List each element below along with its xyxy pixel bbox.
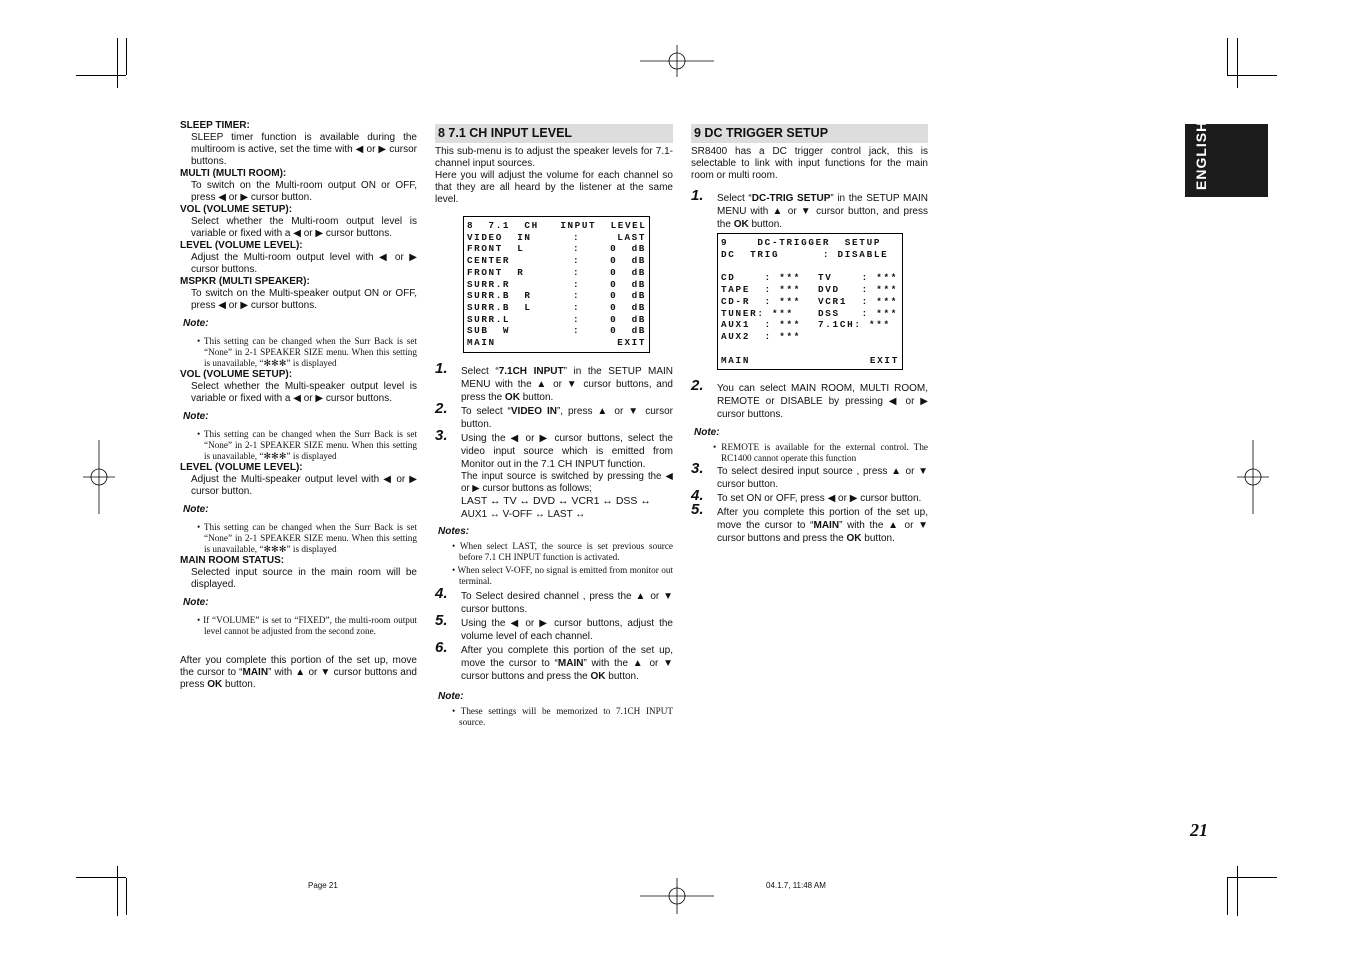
menu-main[interactable]: MAIN	[467, 337, 496, 349]
menu-row-colon: :	[573, 325, 581, 337]
step-number: 5.	[691, 501, 704, 519]
step-text: Using the ◀ or ▶ cursor buttons, adjust the volume level of each channel.	[461, 617, 673, 642]
menu-row[interactable]	[467, 290, 646, 302]
menu-row-value: 0 dB	[610, 243, 646, 255]
crop-mark	[76, 877, 126, 878]
step-number: 5.	[435, 611, 448, 629]
step-number: 4.	[691, 487, 704, 505]
registration-mark-bottom	[640, 878, 714, 914]
step-number: 6.	[435, 638, 448, 656]
section-title: 9 DC TRIGGER SETUP	[691, 124, 928, 143]
menu-spacer	[721, 343, 899, 355]
sequence-2: AUX1 ↔ V-OFF ↔ LAST ↔	[461, 508, 586, 520]
note-text: • These settings will be memorized to 7.1CH INPUT source.	[452, 705, 673, 727]
step-text: Select “7.1CH INPUT” in the SETUP MAIN MENU with the ▲ or ▼ cursor buttons, and press the OK button.	[461, 365, 673, 403]
crop-mark	[126, 878, 127, 915]
left-blocks	[180, 120, 417, 637]
menu-row[interactable]	[467, 232, 646, 244]
menu-row[interactable]	[721, 272, 899, 284]
note-text: • REMOTE is available for the external control. The RC1400 cannot operate this function	[713, 442, 928, 464]
step-number: 2.	[435, 399, 448, 417]
step-item	[435, 426, 673, 471]
note-label: Note:	[183, 318, 209, 329]
menu-row-colon: :	[573, 301, 581, 313]
setting-heading: MULTI (MULTI ROOM):	[180, 168, 287, 179]
menu-row[interactable]	[721, 319, 899, 331]
switch-text: The input source is switched by pressing the ◀ or ▶ cursor buttons as follows;	[461, 470, 673, 494]
menu-row-label: FRONT R	[467, 266, 525, 278]
intro-2: Here you will adjust the volume for each channel so that they are all heard by the listener at the same level.	[435, 170, 673, 205]
menu-exit[interactable]: EXIT	[617, 337, 646, 349]
menu-row-value: LAST	[617, 231, 646, 243]
crop-mark	[126, 38, 127, 75]
step-item	[691, 487, 928, 505]
menu-spacer	[721, 260, 899, 272]
step-text: To select desired input source , press ▲ or ▼ cursor button.	[717, 466, 928, 491]
step-number: 3.	[435, 426, 448, 444]
step-text: Select “DC-TRIG SETUP” in the SETUP MAIN MENU with ▲ or ▼ cursor button, and press the OK button.	[717, 193, 929, 230]
menu-row-left: CD-R : ***	[721, 295, 802, 307]
section-7-1ch-input-level	[435, 124, 673, 728]
menu-row[interactable]	[467, 314, 646, 326]
menu-row[interactable]	[721, 284, 899, 296]
notes-list	[435, 541, 673, 587]
step-item	[435, 584, 673, 616]
note-item: • When select V-OFF, no signal is emitted from monitor out terminal.	[452, 564, 673, 586]
step-item	[691, 460, 928, 491]
note-text: • This setting can be changed when the Surr Back is set “None” in 2-1 SPEAKER SIZE menu. When this setting is unavailable, “✻✻✻” is displayed	[197, 336, 417, 368]
step-text: To set ON or OFF, press ◀ or ▶ cursor button.	[717, 493, 922, 505]
menu-row-colon: :	[573, 266, 581, 278]
crop-mark	[1237, 866, 1238, 916]
menu-row-value: 0 dB	[610, 266, 646, 278]
step-text: Using the ◀ or ▶ cursor buttons, select the video input source which is emitted from Monitor out in the 7.1 CH INPUT function.	[461, 432, 673, 470]
menu-row-right: TV : ***	[818, 272, 899, 284]
setting-heading: VOL (VOLUME SETUP):	[180, 369, 293, 380]
menu-dc-trig: DC TRIG : DISABLE	[721, 248, 889, 260]
crop-mark	[117, 38, 118, 88]
step-text: To Select desired channel , press the ▲ or ▼ cursor buttons.	[461, 590, 673, 615]
menu-footer	[721, 355, 899, 367]
steps-4-6	[435, 584, 673, 683]
step-item	[435, 638, 673, 683]
menu-row[interactable]	[467, 325, 646, 337]
setting-heading: MAIN ROOM STATUS:	[180, 555, 285, 566]
menu-row-left: CD : ***	[721, 272, 802, 284]
note-label: Note:	[438, 690, 464, 702]
crop-mark	[1237, 38, 1238, 88]
menu-row-colon: :	[573, 243, 581, 255]
setting-description: Adjust the Multi-room output level with ◀ or ▶ cursor buttons.	[191, 252, 417, 275]
crop-mark	[1227, 38, 1228, 75]
menu-footer	[467, 337, 646, 349]
left-column	[180, 120, 417, 691]
note-item: • When select LAST, the source is set previous source before 7.1 CH INPUT function is activated.	[452, 540, 673, 562]
step-text: You can select MAIN ROOM, MULTI ROOM, REMOTE or DISABLE by pressing ◀ or ▶ cursor buttons.	[717, 383, 928, 421]
registration-mark-right	[1237, 440, 1269, 514]
menu-row-label: SURR.B L	[467, 301, 532, 313]
notes-label: Notes:	[438, 525, 470, 537]
menu-row-label: SUB W	[467, 325, 511, 337]
menu-row-colon: :	[573, 255, 581, 267]
step-2	[691, 377, 928, 421]
menu-row[interactable]	[467, 267, 646, 279]
english-tab	[1185, 120, 1268, 197]
menu-row-left: AUX1 : ***	[721, 319, 802, 331]
menu-row-label: SURR.L	[467, 313, 511, 325]
note-label: Note:	[183, 411, 209, 422]
registration-mark-left	[83, 440, 115, 514]
setting-description: Select whether the Multi-speaker output level is variable or fixed with a ◀ or ▶ cursor buttons.	[191, 381, 417, 404]
crop-mark	[1227, 878, 1228, 915]
setting-heading: LEVEL (VOLUME LEVEL):	[180, 240, 303, 251]
note-label: Note:	[183, 597, 209, 608]
setting-description: Select whether the Multi-room output level is variable or fixed with a ◀ or ▶ cursor buttons.	[191, 216, 417, 239]
menu-row-right: DSS : ***	[818, 307, 899, 319]
step-item	[435, 611, 673, 643]
footer-page: Page 21	[308, 881, 338, 890]
menu-row[interactable]	[467, 279, 646, 291]
menu-main[interactable]: MAIN	[721, 354, 751, 366]
note-text: • This setting can be changed when the Surr Back is set “None” in 2-1 SPEAKER SIZE menu. When this setting is unavailable, “✻✻✻” is displayed	[197, 429, 417, 461]
setting-description: To switch on the Multi-speaker output ON or OFF, press ◀ or ▶ cursor buttons.	[191, 288, 417, 311]
menu-row-label: SURR.R	[467, 278, 511, 290]
setting-description: Selected input source in the main room will be displayed.	[191, 567, 417, 590]
section-title: 8 7.1 CH INPUT LEVEL	[435, 124, 673, 143]
dc-trigger-menu	[717, 233, 903, 370]
step-number: 4.	[435, 584, 448, 602]
step-text: After you complete this portion of the set up, move the cursor to “MAIN” with the ▲ or ▼ cursor buttons and press the OK button.	[717, 507, 929, 545]
menu-row-value: 0 dB	[610, 301, 646, 313]
section-dc-trigger-setup	[691, 124, 928, 545]
steps-1-3	[435, 359, 673, 471]
page-number: 21	[1190, 820, 1208, 840]
menu-row[interactable]	[721, 296, 899, 308]
setting-heading: SLEEP TIMER:	[180, 120, 250, 131]
menu-row-value: 0 dB	[610, 325, 646, 337]
menu-row[interactable]	[467, 302, 646, 314]
setting-heading: LEVEL (VOLUME LEVEL):	[180, 462, 303, 473]
menu-row-left: TUNER: ***	[721, 307, 794, 319]
step-item	[435, 359, 673, 404]
menu-row-colon: :	[573, 231, 581, 243]
menu-row[interactable]	[467, 243, 646, 255]
crop-mark	[1227, 877, 1277, 878]
step-number: 1.	[435, 359, 448, 377]
menu-row[interactable]	[721, 331, 899, 343]
menu-title: 9 DC-TRIGGER SETUP	[721, 237, 882, 248]
setting-description: Adjust the Multi-speaker output level with ◀ or ▶ cursor button.	[191, 474, 417, 497]
menu-row-label: FRONT L	[467, 243, 525, 255]
menu-row-right: 7.1CH: ***	[818, 319, 891, 331]
menu-row-right: VCR1 : ***	[818, 295, 899, 307]
menu-rows	[467, 232, 646, 337]
note-text: • If “VOLUME” is set to “FIXED”, the multi-room output level cannot be adjusted from the second zone.	[197, 615, 417, 636]
step-text: After you complete this portion of the set up, move the cursor to “MAIN” with the ▲ or ▼ cursor buttons and press the OK button.	[461, 644, 673, 682]
registration-mark-top	[640, 45, 714, 77]
step-number: 3.	[691, 460, 704, 478]
menu-row[interactable]	[721, 308, 899, 320]
menu-row-colon: :	[573, 313, 581, 325]
step-item	[691, 501, 929, 545]
menu-row-left: TAPE : ***	[721, 284, 802, 296]
crop-mark	[1227, 75, 1277, 76]
menu-row-value: 0 dB	[610, 255, 646, 267]
left-closing: After you complete this portion of the set up, move the cursor to “MAIN” with ▲ or ▼ cursor buttons and press OK button.	[180, 655, 417, 690]
sequence-1: LAST ↔ TV ↔ DVD ↔ VCR1 ↔ DSS ↔	[461, 494, 651, 507]
menu-row-label: SURR.B R	[467, 290, 532, 302]
crop-mark	[117, 866, 118, 916]
setting-description: SLEEP timer function is available during the multiroom is active, set the time with ◀ or ▶ cursor buttons.	[191, 132, 417, 167]
menu-title: 8 7.1 CH INPUT LEVEL	[467, 220, 647, 231]
note-text: • This setting can be changed when the Surr Back is set “None” in 2-1 SPEAKER SIZE menu. When this setting is unavailable, “✻✻✻” is displayed	[197, 522, 417, 554]
menu-row-value: 0 dB	[610, 278, 646, 290]
menu-exit[interactable]: EXIT	[869, 354, 899, 366]
input-level-menu	[463, 216, 650, 353]
menu-row-left: AUX2 : ***	[721, 330, 802, 342]
setting-heading: VOL (VOLUME SETUP):	[180, 204, 293, 215]
intro: SR8400 has a DC trigger control jack, this is selectable to link with input functions for the main room or multi room.	[691, 146, 928, 181]
steps-3-5	[691, 460, 929, 545]
setting-description: To switch on the Multi-room output ON or OFF, press ◀ or ▶ cursor button.	[191, 180, 417, 203]
menu-rows	[721, 272, 899, 342]
menu-row-colon: :	[573, 290, 581, 302]
menu-row-right: DVD : ***	[818, 284, 899, 296]
setting-heading: MSPKR (MULTI SPEAKER):	[180, 276, 310, 287]
step-item	[691, 187, 929, 231]
intro-1: This sub-menu is to adjust the speaker levels for 7.1-channel input sources.	[435, 146, 673, 169]
note-label: Note:	[183, 504, 209, 515]
english-tab-label: ENGLISH	[1193, 120, 1209, 190]
note-label: Note:	[694, 427, 720, 439]
step-number: 2.	[691, 377, 704, 395]
menu-row-label: VIDEO IN	[467, 231, 532, 243]
step-number: 1.	[691, 187, 704, 204]
step-item	[435, 399, 673, 431]
footer-timestamp: 04.1.7, 11:48 AM	[766, 881, 826, 890]
step-item	[691, 377, 928, 421]
step-text: To select “VIDEO IN”, press ▲ or ▼ cursor button.	[461, 405, 673, 430]
menu-row-value: 0 dB	[610, 313, 646, 325]
step-1	[691, 187, 929, 231]
menu-row-label: CENTER	[467, 255, 511, 267]
menu-row-colon: :	[573, 278, 581, 290]
crop-mark	[76, 75, 126, 76]
menu-row-value: 0 dB	[610, 290, 646, 302]
menu-row[interactable]	[467, 255, 646, 267]
